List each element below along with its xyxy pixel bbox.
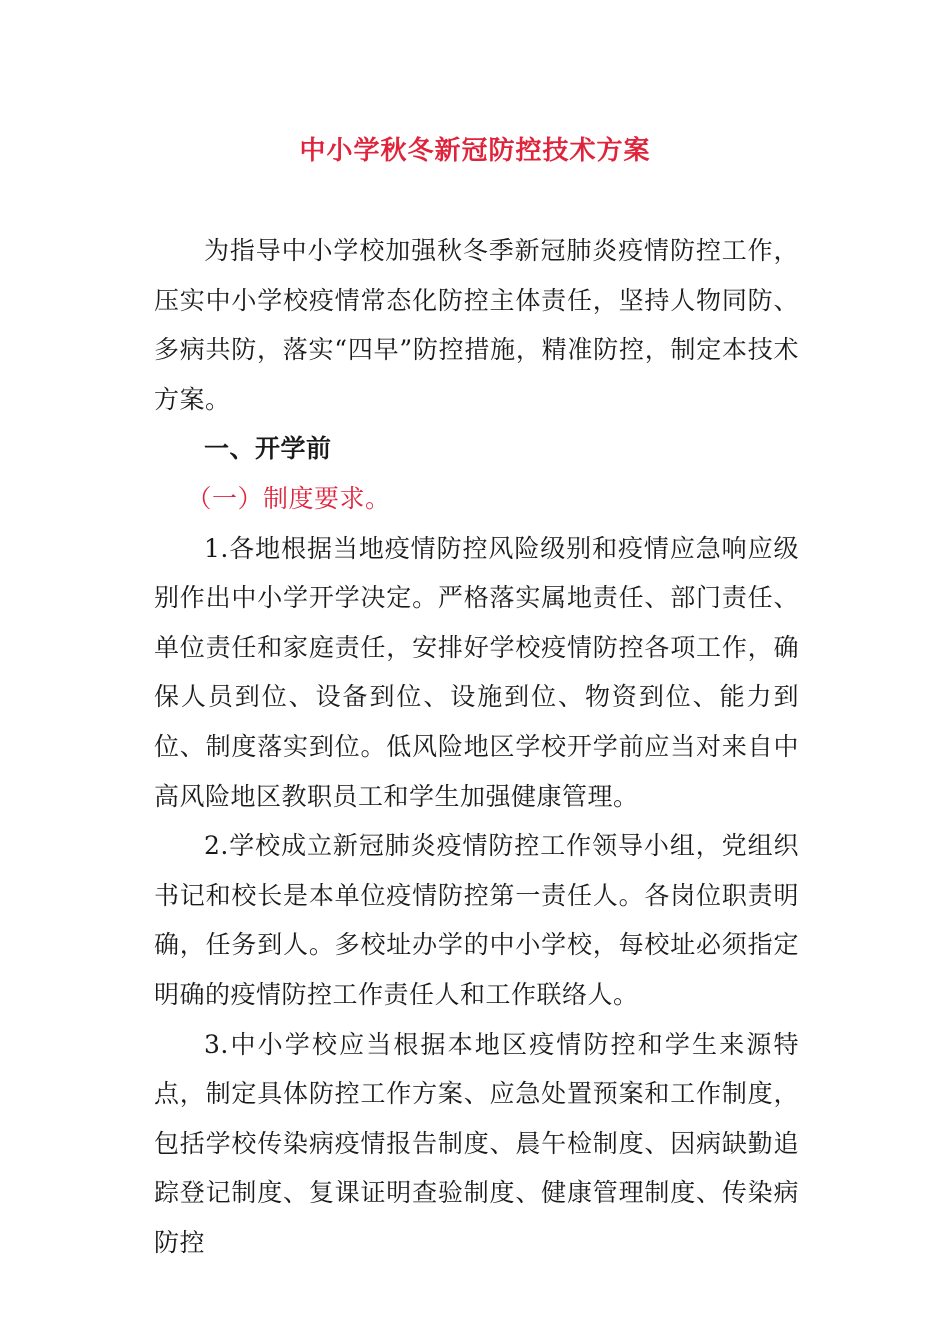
document-body [154, 226, 799, 1267]
document-title: 中小学秋冬新冠防控技术方案 [299, 136, 651, 166]
item-paragraph-3: 3.中小学校应当根据本地区疫情防控和学生来源特点，制定具体防控工作方案、应急处置预案和工作制度，包括学校传染病疫情报告制度、晨午检制度、因病缺勤追踪登记制度、复课证明查验制度、健康管理制度、传染病防控 [154, 1029, 799, 1257]
item-paragraph-1: 1.各地根据当地疫情防控风险级别和疫情应急响应级别作出中小学开学决定。严格落实属地责任、部门责任、单位责任和家庭责任，安排好学校疫情防控各项工作，确保人员到位、设备到位、设施到位、物资到位、能力到位、制度落实到位。低风险地区学校开学前应当对来自中高风险地区教职员工和学生加强健康管理。 [154, 533, 799, 811]
item-paragraph-2: 2.学校成立新冠肺炎疫情防控工作领导小组，党组织书记和校长是本单位疫情防控第一责任人。各岗位职责明确，任务到人。多校址办学的中小学校，每校址必须指定明确的疫情防控工作责任人和工作联络人。 [154, 831, 799, 1009]
intro-paragraph: 为指导中小学校加强秋冬季新冠肺炎疫情防控工作，压实中小学校疫情常态化防控主体责任，坚持人物同防、多病共防，落实“四早”防控措施，精准防控，制定本技术方案。 [154, 236, 799, 414]
section-heading: 一、开学前 [204, 434, 332, 464]
subsection-heading: （一）制度要求。 [186, 483, 391, 513]
